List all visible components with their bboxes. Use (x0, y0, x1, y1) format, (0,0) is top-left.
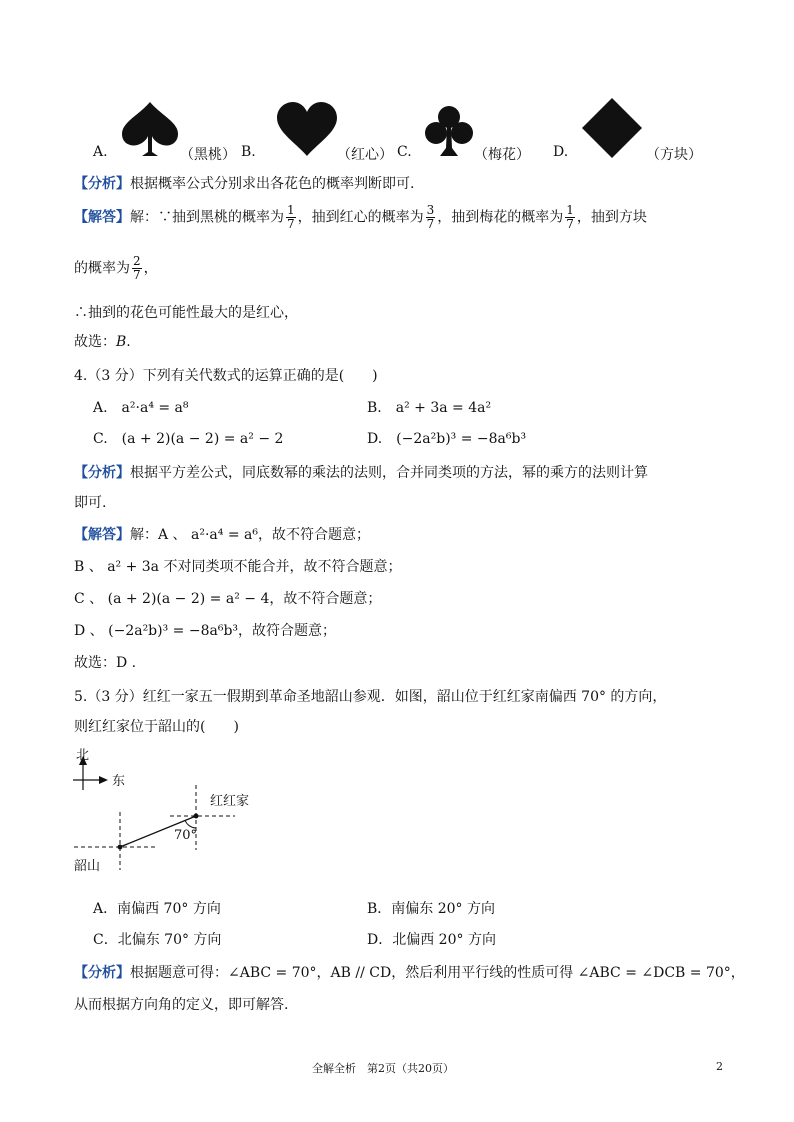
option-d-name: （方块） (646, 147, 702, 163)
q4-option-c: C. (a + 2)(a − 2) = a² − 2 (93, 431, 284, 447)
option-c-name: （梅花） (474, 147, 530, 163)
diagram-shaoshan: 韶山 (74, 859, 101, 874)
solution-text: 解：A 、 a²·a⁴ = a⁶，故不符合题意； (130, 527, 370, 543)
analysis-text: 根据平方差公式，同底数幂的乘法的法则，合并同类项的方法，幂的乘方的法则计算 (130, 465, 648, 481)
fraction-club: $\frac{1}{7}$ (566, 203, 574, 231)
q5-analysis-cont: 从而根据方向角的定义，即可解答. (74, 997, 289, 1013)
q4-option-a: A. a²·a⁴ = a⁸ (93, 400, 189, 416)
diagram-angle: 70° (174, 828, 198, 843)
option-b-letter: B. (241, 144, 256, 160)
option-c-letter: C. (397, 144, 412, 160)
q5-option-c: C．北偏东 70° 方向 (93, 932, 222, 948)
solution-tag: 【解答】 (74, 527, 130, 543)
analysis-tag: 【分析】 (74, 465, 130, 481)
q4-choice: 故选：D . (74, 655, 137, 671)
q3-choice: 故选：B. (74, 334, 131, 350)
solution-text: ，抽到梅花的概率为 (437, 209, 564, 226)
q4-analysis (74, 462, 648, 482)
q4-option-b: B. a² + 3a = 4a² (367, 400, 492, 416)
analysis-tag: 【分析】 (74, 965, 130, 981)
q4-solution-c: C 、 (a + 2)(a − 2) = a² − 4，故不符合题意； (74, 591, 382, 607)
q5-option-a: A．南偏西 70° 方向 (93, 901, 221, 917)
analysis-text: 根据题意可得：∠ABC = 70°，AB // CD，然后利用平行线的性质可得 ∠ABC = ∠DCB = 70°， (130, 965, 745, 981)
heart-icon (275, 100, 339, 162)
diamond-icon (580, 96, 644, 164)
club-icon (424, 104, 474, 162)
solution-text: ，抽到红心的概率为 (297, 209, 424, 226)
solution-text: 解：∵抽到黑桃的概率为 (130, 209, 284, 226)
fraction-heart: $\frac{3}{7}$ (426, 203, 435, 231)
q5-analysis (74, 962, 745, 982)
page-number: 2 (716, 1060, 723, 1073)
solution-text: ，抽到方块 (576, 209, 647, 226)
q4-solution (74, 524, 370, 544)
q4-solution-d: D 、 (−2a²b)³ = −8a⁶b³，故符合题意； (74, 623, 337, 639)
q4-title: 4.（3 分）下列有关代数式的运算正确的是( ) (74, 368, 378, 384)
option-b-name: （红心） (337, 147, 393, 163)
option-a-letter: A. (93, 144, 108, 160)
q5-title-cont: 则红红家位于韶山的( ) (74, 719, 239, 735)
q5-option-b: B．南偏东 20° 方向 (367, 901, 496, 917)
q4-option-d: D. (−2a²b)³ = −8a⁶b³ (367, 431, 527, 447)
diagram-home: 红红家 (210, 794, 250, 809)
fraction-spade: $\frac{1}{7}$ (287, 203, 295, 231)
q5-option-d: D．北偏西 20° 方向 (367, 932, 496, 948)
solution-text: ， (143, 260, 158, 277)
option-a-name: （黑桃） (180, 147, 236, 163)
q3-solution-line2 (74, 255, 158, 282)
option-d-letter: D. (553, 144, 569, 160)
diagram-east: 东 (112, 774, 126, 789)
analysis-tag: 【分析】 (74, 176, 130, 192)
q4-solution-b: B 、 a² + 3a 不对同类项不能合并，故不符合题意； (74, 559, 402, 575)
q3-solution-line1 (74, 204, 647, 231)
q3-analysis (74, 173, 414, 193)
q3-conclusion: ∴抽到的花色可能性最大的是红心， (74, 305, 298, 321)
analysis-text: 根据概率公式分别求出各花色的概率判断即可. (130, 176, 415, 192)
fraction-diamond: $\frac{2}{7}$ (133, 254, 141, 282)
spade-icon (118, 100, 182, 162)
solution-text: 的概率为 (74, 260, 130, 277)
solution-tag: 【解答】 (74, 209, 130, 226)
q5-title: 5.（3 分）红红一家五一假期到革命圣地韶山参观．如图，韶山位于红红家南偏西 70° 的方向， (74, 689, 667, 705)
q4-analysis-cont: 即可. (74, 495, 107, 511)
page-footer: 全解全析 第2页（共20页） (312, 1062, 454, 1075)
diagram-north: 北 (76, 748, 90, 763)
